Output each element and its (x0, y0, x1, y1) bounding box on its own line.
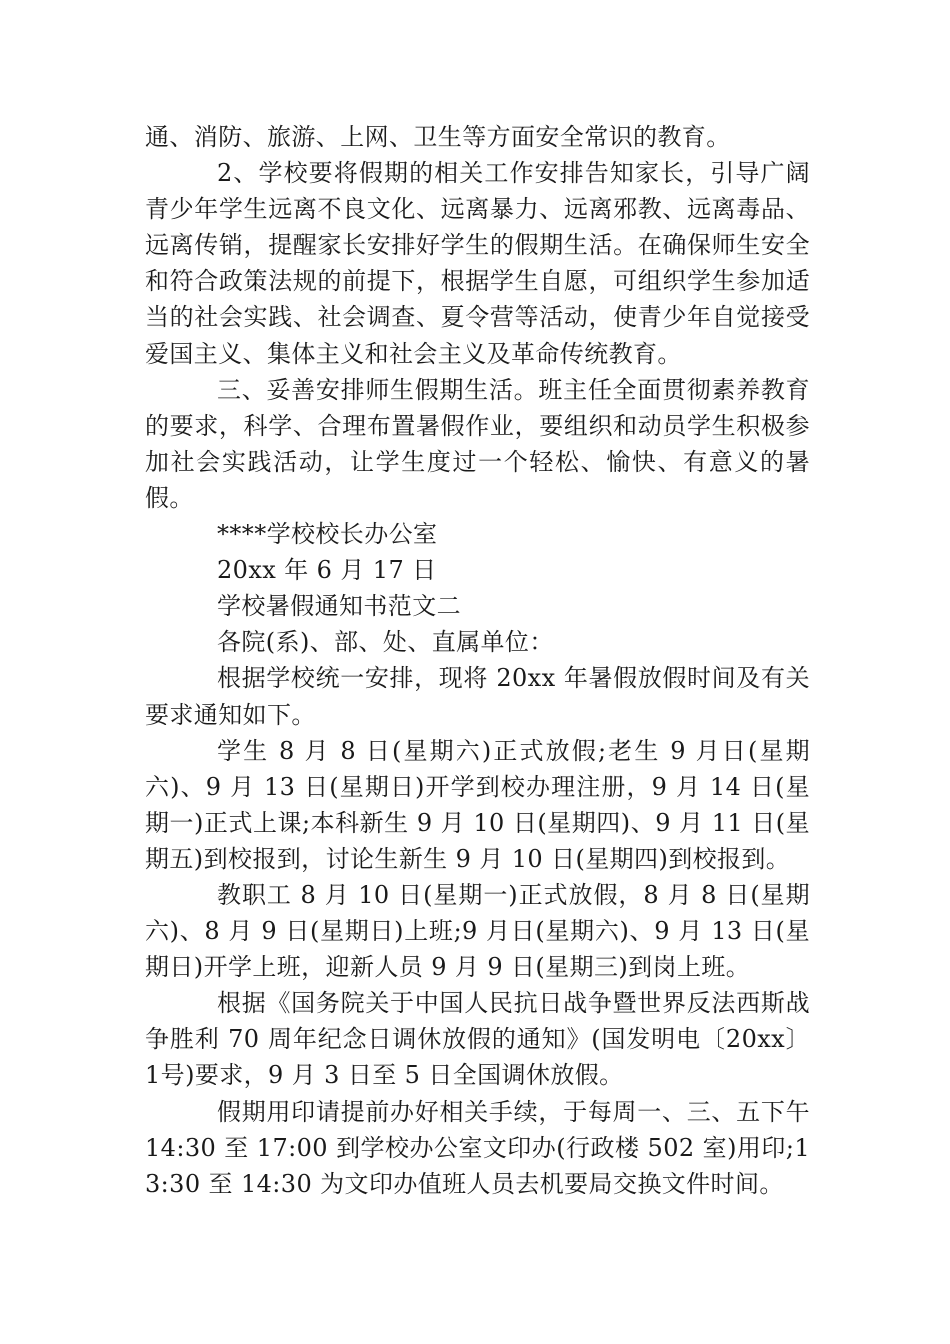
paragraph-staff-schedule: 教职工 8 月 10 日(星期一)正式放假，8 月 8 日(星期六)、8 月 9 日(星期日)上班;9 月日(星期六)、9 月 13 日(星期日)开学上班，迎新人员 9 月 9 日(星期三)到岗上班。 (145, 880, 810, 982)
signature-date: 20xx 年 6 月 17 日 (217, 556, 437, 585)
paragraph-seal-usage: 假期用印请提前办好相关手续，于每周一、三、五下午14:30 至 17:00 到学校办公室文印办(行政楼 502 室)用印;13:30 至 14:30 为文印办值班人员去机要局交换文件时间。 (145, 1097, 810, 1198)
document-body (145, 119, 810, 1202)
paragraph-section-three: 三、妥善安排师生假期生活。班主任全面贯彻素养教育的要求，科学、合理布置暑假作业，要组织和动员学生积极参加社会实践活动，让学生度过一个轻松、愉快、有意义的暑假。 (145, 375, 810, 512)
recipient-line: 各院(系)、部、处、直属单位： (217, 628, 554, 657)
paragraph-intro: 根据学校统一安排，现将 20xx 年暑假放假时间及有关要求通知如下。 (145, 664, 810, 729)
paragraph-parent-notice: 2、学校要将假期的相关工作安排告知家长，引导广阔青少年学生远离不良文化、远离暴力、远离邪教、远离毒品、远离传销，提醒家长安排好学生的假期生活。在确保师生安全和符合政策法规的前提下，根据学生自愿，可组织学生参加适当的社会实践、社会调查、夏令营等活动，使青少年自觉接受爱国主义、集体主义和社会主义及革命传统教育。 (145, 159, 810, 368)
paragraph-national-holiday: 根据《国务院关于中国人民抗日战争暨世界反法西斯战争胜利 70 周年纪念日调休放假的通知》(国发明电〔20xx〕1号)要求，9 月 3 日至 5 日全国调休放假。 (145, 989, 810, 1090)
section-heading: 学校暑假通知书范文二 (217, 592, 461, 621)
signature-office: ****学校校长办公室 (217, 520, 438, 549)
paragraph-continuation: 通、消防、旅游、上网、卫生等方面安全常识的教育。 (145, 123, 731, 151)
paragraph-students-schedule: 学生 8 月 8 日(星期六)正式放假;老生 9 月日(星期六)、9 月 13 日(星期日)开学到校办理注册，9 月 14 日(星期一)正式上课;本科新生 9 月 10 日(星期四)、9 月 11 日(星期五)到校报到，讨论生新生 9 月 10 日(星期四)到校报到。 (145, 736, 810, 873)
